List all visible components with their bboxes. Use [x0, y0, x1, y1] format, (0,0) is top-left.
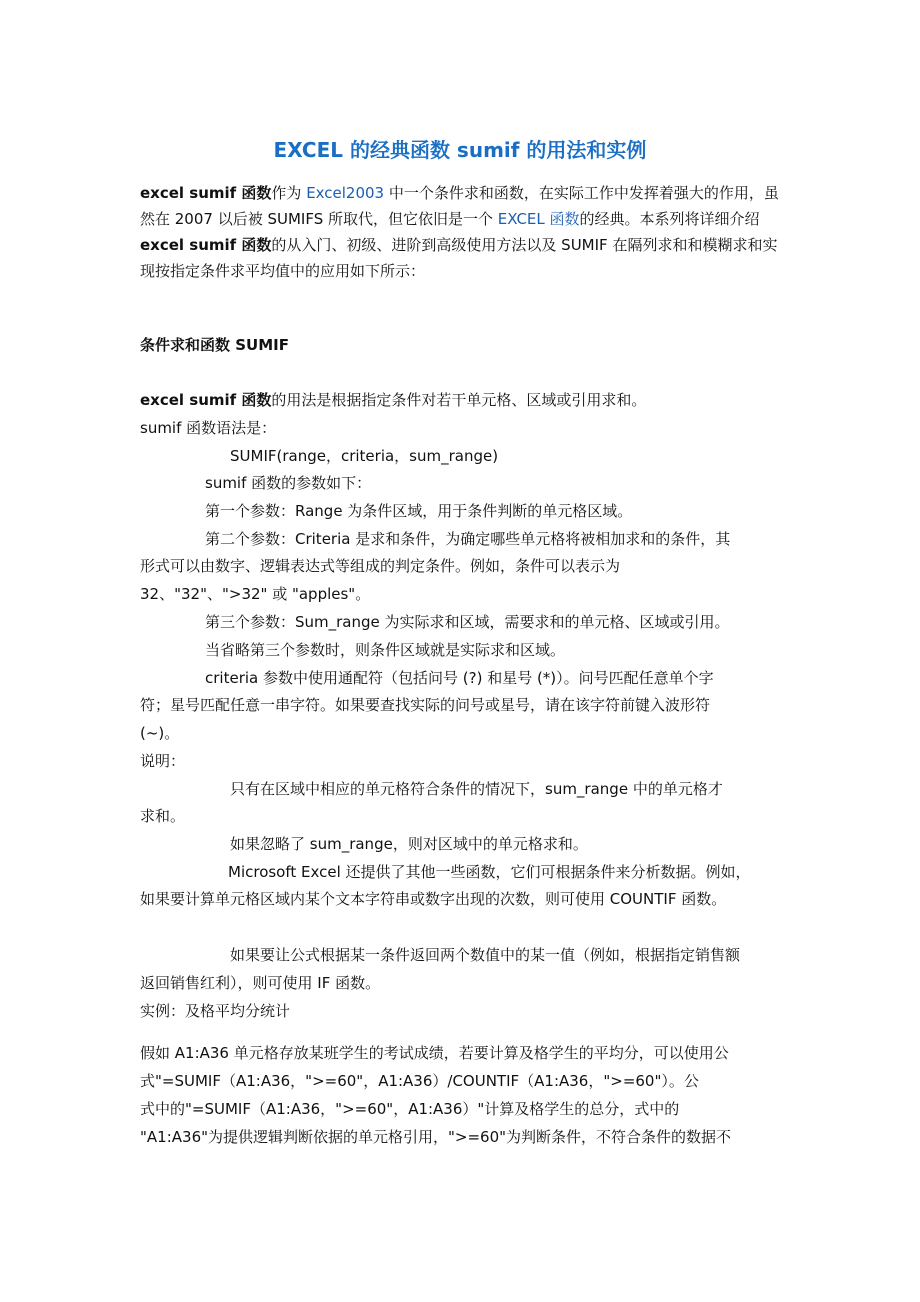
param-3-note: 当省略第三个参数时，则条件区域就是实际求和区域。	[205, 641, 566, 659]
wildcard-line-2: 符；星号匹配任意一串字符。如果要查找实际的问号或星号，请在该字符前键入波形符	[140, 696, 711, 714]
usage-bold-term: excel sumif 函数	[140, 391, 272, 409]
example-line-1: 假如 A1:A36 单元格存放某班学生的考试成绩，若要计算及格学生的平均分，可以使用公	[140, 1044, 729, 1062]
intro-text: 作为	[271, 184, 307, 202]
note-3-line-2: 如果要计算单元格区域内某个文本字符串或数字出现的次数，则可使用 COUNTIF 函数。	[140, 890, 727, 908]
note-label: 说明：	[140, 752, 186, 770]
intro-text: 的从入门、初级、进阶到高级使用方法以及 SUMIF 在隔列求和和模糊求和实现按指定条件求平均值中的应用如下所示：	[140, 236, 778, 280]
syntax-label: sumif 函数语法是：	[140, 419, 277, 437]
param-2-line-3: 32、"32"、">32" 或 "apples"。	[140, 585, 371, 603]
note-3-line-1: Microsoft Excel 还提供了其他一些函数，它们可根据条件来分析数据。例如，	[228, 863, 751, 881]
note-1-line-2: 求和。	[140, 807, 186, 825]
excel2003-link[interactable]: Excel2003	[306, 184, 385, 202]
param-3: 第三个参数：Sum_range 为实际求和区域，需要求和的单元格、区域或引用。	[205, 613, 730, 631]
example-line-4: "A1:A36"为提供逻辑判断依据的单元格引用，">=60"为判断条件，不符合条件的数据不	[140, 1128, 732, 1146]
note-2: 如果忽略了 sum_range，则对区域中的单元格求和。	[230, 835, 588, 853]
example-line-2: 式"=SUMIF（A1:A36，">=60"，A1:A36）/COUNTIF（A1:A36，">=60"）。公	[140, 1072, 699, 1090]
usage-line	[140, 387, 646, 413]
note-4-line-1: 如果要让公式根据某一条件返回两个数值中的某一值（例如，根据指定销售额	[230, 946, 741, 964]
note-4-line-2: 返回销售红利），则可使用 IF 函数。	[140, 974, 381, 992]
note-1-line-1: 只有在区域中相应的单元格符合条件的情况下，sum_range 中的单元格才	[230, 780, 723, 798]
syntax-formula: SUMIF(range，criteria，sum_range)	[230, 447, 499, 465]
wildcard-line-3: (~)。	[140, 724, 180, 742]
intro-text: 的经典。本系列将详细介绍	[579, 210, 760, 228]
intro-bold-term: excel sumif 函数	[140, 184, 272, 202]
excel-function-link[interactable]: EXCEL 函数	[497, 210, 580, 228]
params-label: sumif 函数的参数如下：	[205, 474, 372, 492]
param-2-line-1: 第二个参数：Criteria 是求和条件，为确定哪些单元格将被相加求和的条件，其	[205, 530, 731, 548]
example-label: 实例：及格平均分统计	[140, 1002, 291, 1020]
param-2-line-2: 形式可以由数字、逻辑表达式等组成的判定条件。例如，条件可以表示为	[140, 557, 621, 575]
usage-text: 的用法是根据指定条件对若干单元格、区域或引用求和。	[271, 391, 647, 409]
intro-bold-term: excel sumif 函数	[140, 236, 272, 254]
param-1: 第一个参数：Range 为条件区域，用于条件判断的单元格区域。	[205, 502, 633, 520]
page-title: EXCEL 的经典函数 sumif 的用法和实例	[273, 138, 647, 162]
intro-text: 中一个条件求和函数，在实际工作中发挥着强大的作用，虽然在 2007 以后被 SUMIFS 所取代，但它依旧是一个	[140, 184, 779, 228]
wildcard-line-1: criteria 参数中使用通配符（包括问号 (?) 和星号 (*)）。问号匹配任意单个字	[205, 669, 714, 687]
intro-paragraph	[140, 180, 785, 284]
example-line-3: 式中的"=SUMIF（A1:A36，">=60"，A1:A36）"计算及格学生的总分，式中的	[140, 1100, 680, 1118]
section-heading: 条件求和函数 SUMIF	[140, 336, 289, 354]
